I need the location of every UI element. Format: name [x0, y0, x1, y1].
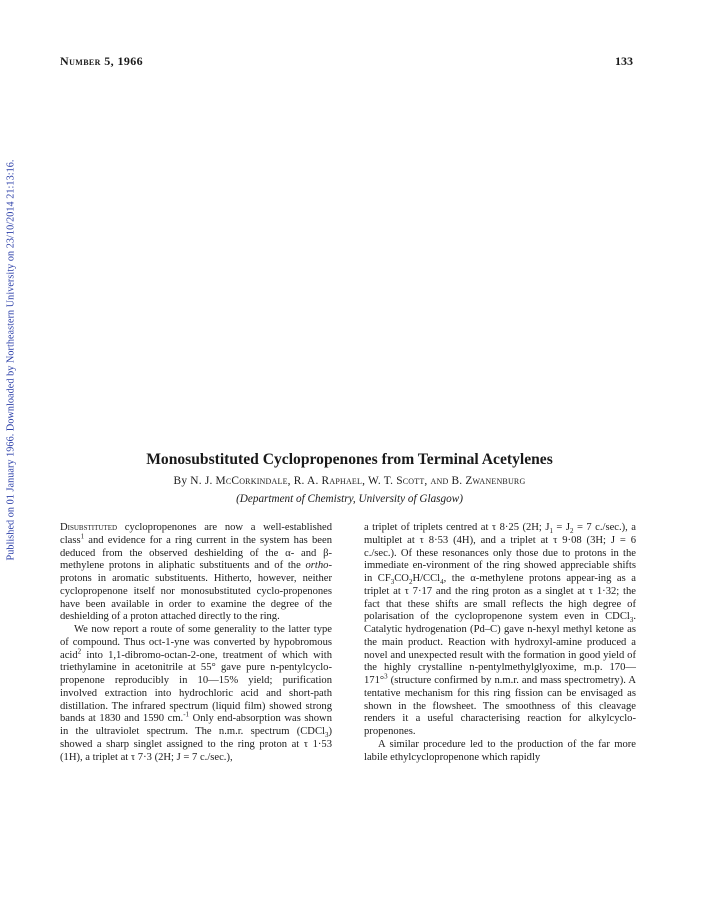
paragraph-ethyl: A similar procedure led to the production of the far more labile ethylcyclopropenone which rapidly [364, 738, 636, 763]
text-run: Only end-absorption was shown in the ultraviolet spectrum. The n.m.r. spectrum (CDCl [60, 713, 333, 737]
by-label: By [173, 475, 188, 487]
download-watermark [2, 130, 20, 590]
text-run: ) showed a sharp singlet assigned to the ring proton at τ 1·53 (1H), a triplet at τ 7·3 (2H; J = 7 c./sec.), [60, 726, 332, 763]
text-run: into 1,1-dibromo-octan-2-one, treatment of which with triethylamine in acetonitrile at 55° gave pure n-pentylcyclo-propenone reproducibly in 10—15% yield; purification involved extraction into hydrochloric acid and short-path distillation. The infrared spectrum (liquid film) showed strong bands at 1830 and 1590 cm. [60, 649, 332, 725]
reference-2: 2 [77, 646, 82, 655]
page-number: 133 [615, 54, 633, 68]
text-run: -protons in aromatic substituents. Hitherto, however, neither cyclopropenone itself nor monosubstituted cyclo-propenones have been available in order to examine the degree of the deshielding of a proton attached directly to the ring. [60, 560, 332, 623]
text-run: cyclopropenones are now a well-established class [60, 522, 332, 546]
running-head: Number 5, 1966 [60, 54, 144, 68]
left-column [60, 522, 332, 764]
affiliation: (Department of Chemistry, University of Glasgow) [236, 493, 463, 505]
download-note: Published on 01 January 1966. Downloaded by Northeastern University on 23/10/2014 21:13:16. [5, 159, 17, 561]
article-title: Monosubstituted Cyclopropenones from Terminal Acetylenes [146, 451, 553, 468]
text-run: H/CCl [412, 573, 441, 584]
subscript: 4 [440, 578, 444, 587]
text-run: , the α-methylene protons appear-ing as a triplet at τ 7·17 and the ring proton as a singlet at τ 1·32; the fact that these shifts are small reflects the high degree of polarisation of the cyclopropenone system even in CDCl [364, 573, 636, 623]
text-run: and evidence for a ring current in the system has been deduced from the observed deshielding of the α- and β-methylene protons in aliphatic substituents and of the [60, 534, 332, 572]
text-run: CO [394, 573, 409, 584]
subscript: 2 [570, 527, 574, 536]
author-names: N. J. McCorkindale, R. A. Raphael, W. T. Scott, and B. Zwanenburg [190, 475, 526, 487]
paragraph-route [60, 624, 332, 764]
reference-1: 1 [80, 532, 85, 541]
subscript: 3 [629, 616, 634, 625]
lead-word: Disubstituted [60, 522, 118, 533]
text-run: We now report a route of some generality to the latter type of compound. Thus oct-1-yne was converted by hypobromous acid [60, 624, 332, 661]
paragraph-intro [60, 522, 332, 624]
unit-exponent: -1 [183, 710, 190, 719]
text-run: = 7 c./sec.), a multiplet at τ 8·53 (4H), and a triplet at τ 9·08 (3H; J = 6 c./sec.). Of these resonances only those due to protons in the immediate en-vironment of the ring showed appreciable shifts in CF [364, 522, 636, 584]
subscript: 3 [390, 578, 395, 587]
paragraph-nmr [364, 522, 636, 739]
text-run: = J [552, 522, 570, 533]
subscript: 2 [408, 578, 413, 587]
right-column [364, 522, 636, 764]
ortho-term: ortho [305, 560, 329, 572]
text-run: a triplet of triplets centred at τ 8·25 (2H; J [364, 522, 550, 533]
reference-3: 3 [384, 672, 388, 681]
text-run: (structure confirmed by n.m.r. and mass spectrometry). A tentative mechanism for this ring fission can be envisaged as shown in the flowsheet. The smoothness of this cleavage renders it a useful characterising reaction for alkylcyclo-propenones. [364, 675, 636, 737]
text-run: . Catalytic hydrogenation (Pd–C) gave n-hexyl methyl ketone as the main product. Reaction with hydroxyl-amine produced a novel and unexpected result with the formation in good yield of the highly crystalline n-pentylmethylglyoxime, m.p. 170—171° [364, 611, 636, 686]
author-line [60, 475, 639, 487]
subscript: 1 [549, 527, 553, 536]
subscript: 3 [324, 731, 329, 740]
